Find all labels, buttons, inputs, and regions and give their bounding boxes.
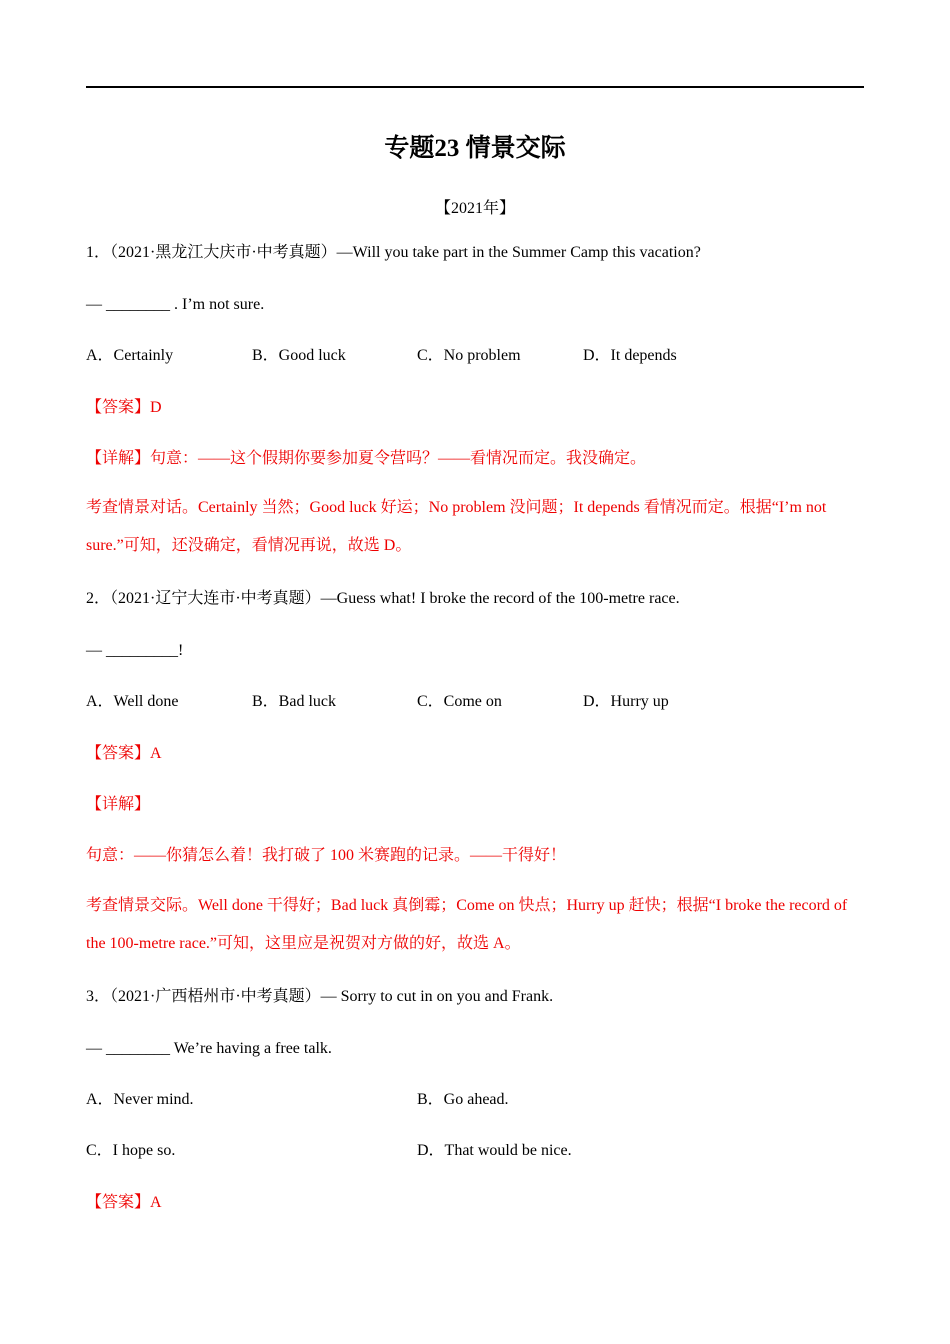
question-3-option-b: B．Go ahead.	[417, 1091, 509, 1108]
question-3-option-c: C．I hope so.	[86, 1142, 176, 1159]
question-1-option-d: D．It depends	[583, 347, 677, 364]
header-rule	[86, 86, 864, 88]
question-1-detail: 【详解】句意：——这个假期你要参加夏令营吗？——看情况而定。我没确定。	[86, 450, 647, 467]
question-3-option-d: D．That would be nice.	[417, 1142, 572, 1159]
question-2-analysis: 考查情景交际。Well done 干得好；Bad luck 真倒霉；Come on 快点；Hurry up 赶快；根据“I broke the record of the 100-metre race.”可知，这里应是祝贺对方做的好，故选 A。	[86, 897, 848, 952]
question-1-analysis: 考查情景对话。Certainly 当然；Good luck 好运；No problem 没问题；It depends 看情况而定。根据“I’m not sure.”可知，还没确定，看情况再说，故选 D。	[86, 499, 827, 554]
question-3-answer: 【答案】A	[86, 1194, 162, 1211]
question-1-stem: 1．（2021·黑龙江大庆市·中考真题）—Will you take part in the Summer Camp this vacation?	[86, 244, 701, 261]
question-2-answer: 【答案】A	[86, 745, 162, 762]
question-3-reply: — ________ We’re having a free talk.	[86, 1040, 332, 1057]
question-2-option-a: A．Well done	[86, 693, 179, 710]
year-heading: 【2021年】	[434, 200, 515, 217]
question-2-stem: 2．（2021·辽宁大连市·中考真题）—Guess what! I broke the record of the 100-metre race.	[86, 590, 680, 607]
question-1-answer: 【答案】D	[86, 399, 162, 416]
question-2-reply: — _________!	[86, 642, 184, 659]
question-3-stem: 3．（2021·广西梧州市·中考真题）— Sorry to cut in on you and Frank.	[86, 988, 554, 1005]
question-2-option-c: C．Come on	[417, 693, 502, 710]
question-2-option-d: D．Hurry up	[583, 693, 669, 710]
question-1-option-a: A．Certainly	[86, 347, 174, 364]
question-2-meaning: 句意：——你猜怎么着！我打破了 100 米赛跑的记录。——干得好！	[86, 847, 567, 864]
question-2-detail: 【详解】	[86, 796, 151, 813]
page-title: 专题23 情景交际	[384, 135, 566, 162]
question-2-option-b: B．Bad luck	[252, 693, 336, 710]
question-3-option-a: A．Never mind.	[86, 1091, 194, 1108]
question-1-option-c: C．No problem	[417, 347, 521, 364]
question-1-option-b: B．Good luck	[252, 347, 346, 364]
question-1-reply: — ________ . I’m not sure.	[86, 296, 265, 313]
